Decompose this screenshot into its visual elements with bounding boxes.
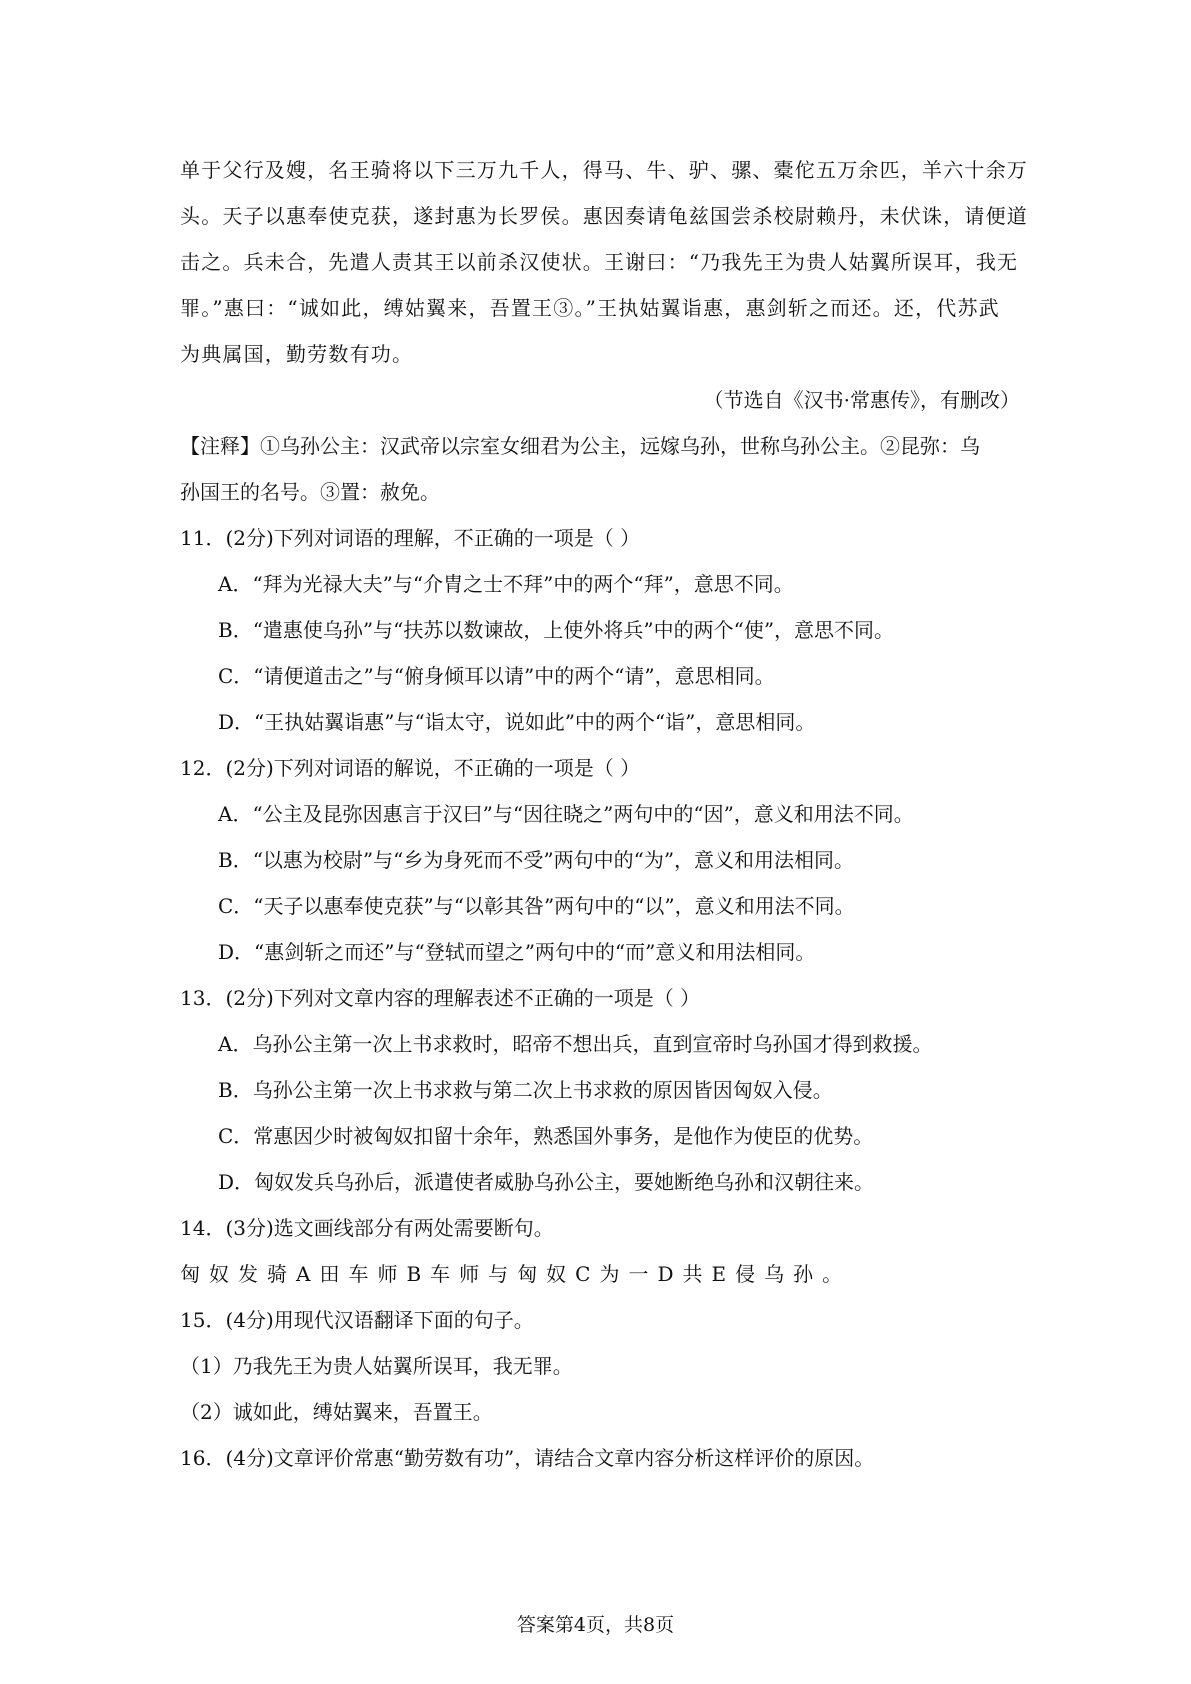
passage-line: 为典属国，勤劳数有功。 <box>180 342 414 366</box>
punctuation-sentence: 匈奴发骑A田车师B车师与匈奴C为一D共E侵乌孙。 <box>180 1262 852 1286</box>
option-a: A．“公主及昆弥因惠言于汉曰”与“因往晓之”两句中的“因”，意义和用法不同。 <box>218 802 914 826</box>
notes-line: 孙国王的名号。③置：赦免。 <box>180 480 440 504</box>
option-b: B．“遣惠使乌孙”与“扶苏以数谏故，上使外将兵”中的两个“使”，意思不同。 <box>218 618 895 642</box>
option-c: C．“天子以惠奉使克获”与“以彰其咎”两句中的“以”，意义和用法不同。 <box>218 894 855 918</box>
question-13 <box>180 975 1020 1205</box>
passage-source: （节选自《汉书·常惠传》，有删改） <box>703 388 1020 412</box>
question-stem: 13．(2分)下列对文章内容的理解表述不正确的一项是（ ） <box>180 986 701 1010</box>
option-a: A．乌孙公主第一次上书求救时，昭帝不想出兵，直到宣帝时乌孙国才得到救援。 <box>218 1032 933 1056</box>
question-14 <box>180 1205 1020 1297</box>
question-11 <box>180 515 1020 745</box>
question-stem: 16．(4分)文章评价常惠“勤劳数有功”，请结合文章内容分析这样评价的原因。 <box>180 1446 875 1470</box>
option-d: D．“王执姑翼诣惠”与“诣太守，说如此”中的两个“诣”，意思相同。 <box>218 710 816 734</box>
passage-line: 罪。”惠曰：“诚如此，缚姑翼来，吾置王③。”王执姑翼诣惠，惠剑斩之而还。还，代苏武 <box>180 296 1000 320</box>
question-16 <box>180 1435 1020 1481</box>
option-c: C．“请便道击之”与“俯身倾耳以请”中的两个“请”，意思相同。 <box>218 664 775 688</box>
page-content <box>180 147 1028 1481</box>
option-c: C．常惠因少时被匈奴扣留十余年，熟悉国外事务，是他作为使臣的优势。 <box>218 1124 874 1148</box>
annotation-notes <box>180 423 1020 515</box>
question-15 <box>180 1297 1020 1435</box>
option-d: D．匈奴发兵乌孙后，派遣使者威胁乌孙公主，要她断绝乌孙和汉朝往来。 <box>218 1170 875 1194</box>
option-a: A．“拜为光禄大夫”与“介胄之士不拜”中的两个“拜”，意思不同。 <box>218 572 794 596</box>
passage-line: 单于父行及嫂，名王骑将以下三万九千人，得马、牛、驴、骡、橐佗五万余匹，羊六十余万 <box>180 158 1028 182</box>
question-stem: 12．(2分)下列对词语的解说，不正确的一项是（ ） <box>180 756 641 780</box>
question-12 <box>180 745 1020 975</box>
notes-line: 【注释】①乌孙公主：汉武帝以宗室女细君为公主，远嫁乌孙，世称乌孙公主。②昆弥：乌 <box>180 434 980 458</box>
passage <box>180 147 1028 377</box>
translation-item: （1）乃我先王为贵人姑翼所误耳，我无罪。 <box>180 1354 573 1378</box>
page-footer: 答案第4页，共8页 <box>516 1614 675 1636</box>
passage-line: 击之。兵未合，先遣人责其王以前杀汉使状。王谢曰：“乃我先王为贵人姑翼所误耳，我无 <box>180 250 1019 274</box>
translation-item: （2）诚如此，缚姑翼来，吾置王。 <box>180 1400 493 1424</box>
passage-line: 头。天子以惠奉使克获，遂封惠为长罗侯。惠因奏请龟兹国尝杀校尉赖丹，未伏诛，请便道 <box>180 204 1028 228</box>
option-b: B．“以惠为校尉”与“乡为身死而不受”两句中的“为”，意义和用法相同。 <box>218 848 855 872</box>
option-b: B．乌孙公主第一次上书求救与第二次上书求救的原因皆因匈奴入侵。 <box>218 1078 833 1102</box>
question-stem: 14．(3分)选文画线部分有两处需要断句。 <box>180 1216 554 1240</box>
question-stem: 11．(2分)下列对词语的理解，不正确的一项是（ ） <box>180 526 641 550</box>
question-stem: 15．(4分)用现代汉语翻译下面的句子。 <box>180 1308 534 1332</box>
option-d: D．“惠剑斩之而还”与“登轼而望之”两句中的“而”意义和用法相同。 <box>218 940 816 964</box>
